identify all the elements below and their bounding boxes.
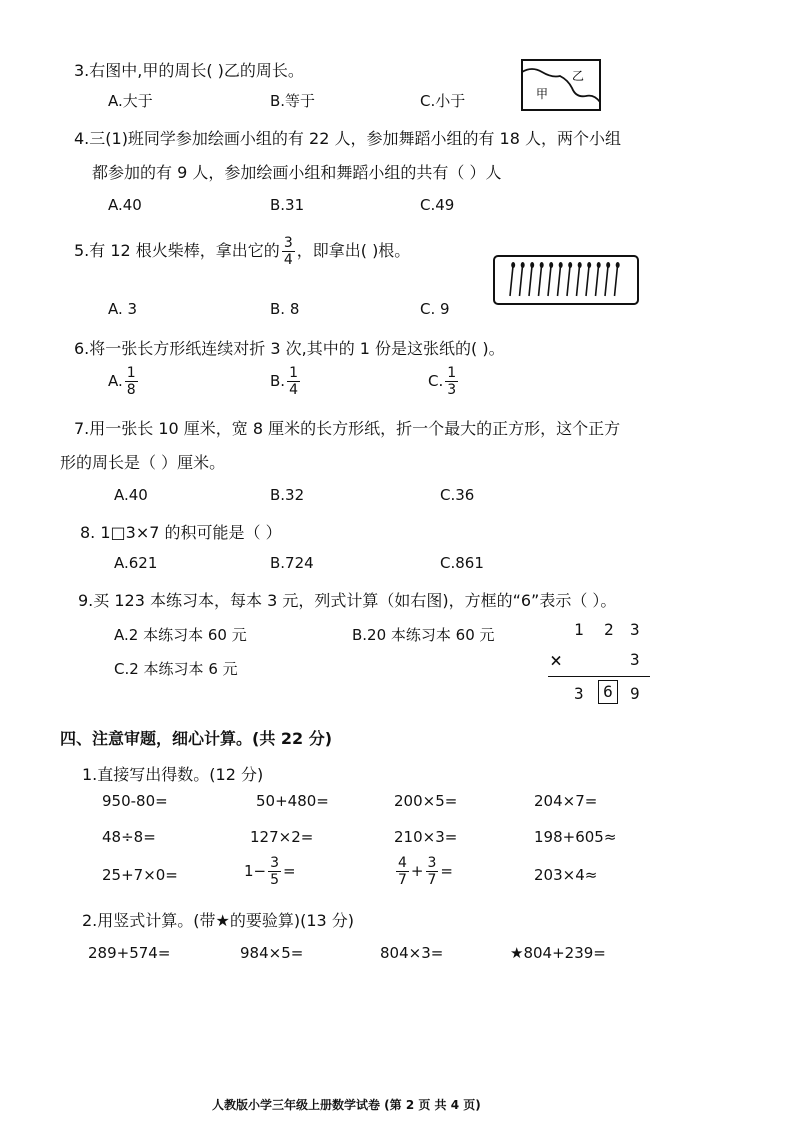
calc-r4-c4: ★804+239= (510, 944, 606, 962)
q9-vertical-multiplication (548, 612, 652, 712)
q6-option-c-den: 3 (447, 382, 457, 398)
q6-option-b-den: 4 (289, 382, 298, 398)
calc-r1-c4: 204×7= (534, 792, 598, 810)
calc-r2-c4: 198+605≈ (534, 828, 617, 846)
calc-r2-c2: 127×2= (250, 828, 314, 846)
q9-result-boxed-digit: 6 (598, 680, 618, 704)
q7-line2: 形的周长是（ ）厘米。 (60, 453, 226, 472)
calc-r3-c3-num2: 3 (427, 855, 437, 871)
calc-r3-c2-prefix: 1− (244, 862, 267, 880)
q9-mult-digit-2: 2 (604, 620, 614, 639)
q6-option-c-label: C. (428, 372, 444, 390)
calc-r3-c3-fraction-1 (396, 856, 409, 887)
q7-option-c: C.36 (440, 486, 475, 504)
matchstick (539, 266, 542, 296)
q8-option-a: A.621 (114, 554, 158, 572)
q6-option-a (108, 366, 140, 397)
q5-stem-after: ，即拿出( )根。 (296, 241, 411, 260)
q3-stem: 3.右图中,甲的周长( )乙的周长。 (74, 61, 304, 80)
q5-option-b: B. 8 (270, 300, 300, 318)
q3-figure-label-yi: 乙 (572, 69, 585, 83)
q7-option-b: B.32 (270, 486, 305, 504)
matchstick (586, 266, 589, 296)
q9-mult-digit-1: 1 (574, 620, 584, 639)
calc-r4-c3: 804×3= (380, 944, 444, 962)
q9-result-digit-3: 9 (630, 684, 640, 703)
calc-r3-c2-suffix: = (283, 862, 296, 880)
q4-option-a: A.40 (108, 196, 142, 214)
q6-option-a-den: 8 (126, 382, 136, 398)
matchstick (605, 266, 608, 296)
matchstick-head (559, 262, 563, 268)
q9-option-a: A.2 本练习本 60 元 (114, 626, 247, 644)
calc-r3-c3-plus: + (410, 862, 424, 880)
calc-r2-c1: 48÷8= (102, 828, 156, 846)
matchstick-head (530, 262, 534, 268)
q9-option-c: C.2 本练习本 6 元 (114, 660, 238, 678)
q9-option-b: B.20 本练习本 60 元 (352, 626, 495, 644)
q5-matchstick-figure (492, 254, 640, 306)
matchstick (520, 266, 523, 296)
matchstick-head (540, 262, 544, 268)
q6-option-a-num: 1 (126, 365, 136, 381)
calc-r3-c3-suffix: = (440, 862, 453, 880)
q8-stem: 8. 1□3×7 的积可能是（ ） (80, 523, 282, 542)
q3-figure-curve (522, 69, 600, 102)
calc-r3-c3 (394, 856, 453, 887)
matchstick-head (616, 262, 620, 268)
q3-option-b: B.等于 (270, 92, 316, 110)
calc-r1-c1: 950-80= (102, 792, 168, 810)
matchstick-head (568, 262, 572, 268)
matchstick-head (521, 262, 525, 268)
q3-option-a: A.大于 (108, 92, 153, 110)
q4-line2: 都参加的有 9 人，参加绘画小组和舞蹈小组的共有（ ）人 (92, 163, 502, 182)
q4-option-c: C.49 (420, 196, 455, 214)
q9-result-digit-1: 3 (574, 684, 584, 703)
calc-r3-c2-fraction (268, 856, 281, 887)
q6-option-c-num: 1 (447, 365, 457, 381)
calc-r3-c2-num: 3 (270, 855, 280, 871)
q5-option-c: C. 9 (420, 300, 450, 318)
calc-r3-c2-den: 5 (270, 872, 280, 888)
matchstick (548, 266, 551, 296)
q8-option-b: B.724 (270, 554, 314, 572)
q6-option-c (428, 366, 460, 397)
calc-r3-c3-fraction-2 (426, 856, 439, 887)
q5-frac-num: 3 (283, 235, 293, 251)
q8-option-c: C.861 (440, 554, 484, 572)
q4-option-b: B.31 (270, 196, 305, 214)
matchstick (567, 266, 570, 296)
calc-r3-c3-num1: 4 (398, 855, 407, 871)
page-footer: 人教版小学三年级上册数学试卷 (第 2 页 共 4 页) (212, 1098, 481, 1112)
calc-r1-c3: 200×5= (394, 792, 458, 810)
q3-figure-label-jia: 甲 (536, 87, 549, 101)
matchstick-head (597, 262, 601, 268)
q6-option-b-fraction (287, 366, 300, 397)
matchstick-head (587, 262, 591, 268)
q3-figure (520, 58, 604, 114)
matchstick-head (549, 262, 553, 268)
matchstick-head (511, 262, 515, 268)
calc-r3-c2 (244, 856, 296, 887)
calc-r3-c3-den1: 7 (398, 872, 407, 888)
matchstick (596, 266, 599, 296)
q5-option-a: A. 3 (108, 300, 138, 318)
calc-r1-c2: 50+480= (256, 792, 329, 810)
section4-part2-title: 2.用竖式计算。(带★的要验算)(13 分) (82, 911, 355, 930)
calc-r4-c1: 289+574= (88, 944, 171, 962)
q6-option-b-label: B. (270, 372, 286, 390)
matchstick (615, 266, 618, 296)
calc-r3-c4: 203×4≈ (534, 866, 598, 884)
matchstick-head (578, 262, 582, 268)
q6-option-a-fraction (125, 366, 138, 397)
matchstick (510, 266, 513, 296)
calc-r3-c1: 25+7×0= (102, 866, 178, 884)
q5-fraction (282, 236, 295, 267)
q9-mult-sign: × (550, 648, 563, 672)
q7-line1: 7.用一张长 10 厘米，宽 8 厘米的长方形纸，折一个最大的正方形，这个正方 (74, 419, 621, 438)
matchstick-head (606, 262, 610, 268)
q6-option-b (270, 366, 302, 397)
q9-mult-factor: 3 (630, 650, 640, 669)
q5-stem (74, 236, 410, 267)
q3-option-c: C.小于 (420, 92, 466, 110)
matchstick (577, 266, 580, 296)
q5-stem-before: 5.有 12 根火柴棒，拿出它的 (74, 241, 280, 260)
matchstick (529, 266, 532, 296)
q3-figure-frame (522, 60, 600, 110)
q9-mult-line (548, 676, 650, 677)
section4-part1-title: 1.直接写出得数。(12 分) (82, 765, 264, 784)
q6-stem: 6.将一张长方形纸连续对折 3 次,其中的 1 份是这张纸的( )。 (74, 339, 505, 358)
calc-r4-c2: 984×5= (240, 944, 304, 962)
q9-mult-digit-3: 3 (630, 620, 640, 639)
q9-stem: 9.买 123 本练习本，每本 3 元，列式计算（如右图)，方框的“6”表示（ ）。 (78, 591, 617, 610)
q6-option-b-num: 1 (289, 365, 298, 381)
calc-r3-c3-den2: 7 (427, 872, 437, 888)
q6-option-c-fraction (445, 366, 458, 397)
section4-title: 四、注意审题，细心计算。(共 22 分) (60, 729, 333, 748)
q7-option-a: A.40 (114, 486, 148, 504)
q4-line1: 4.三(1)班同学参加绘画小组的有 22 人，参加舞蹈小组的有 18 人，两个小组 (74, 129, 621, 148)
q6-option-a-label: A. (108, 372, 123, 390)
matchstick (558, 266, 561, 296)
calc-r2-c3: 210×3= (394, 828, 458, 846)
q5-frac-den: 4 (283, 252, 293, 268)
